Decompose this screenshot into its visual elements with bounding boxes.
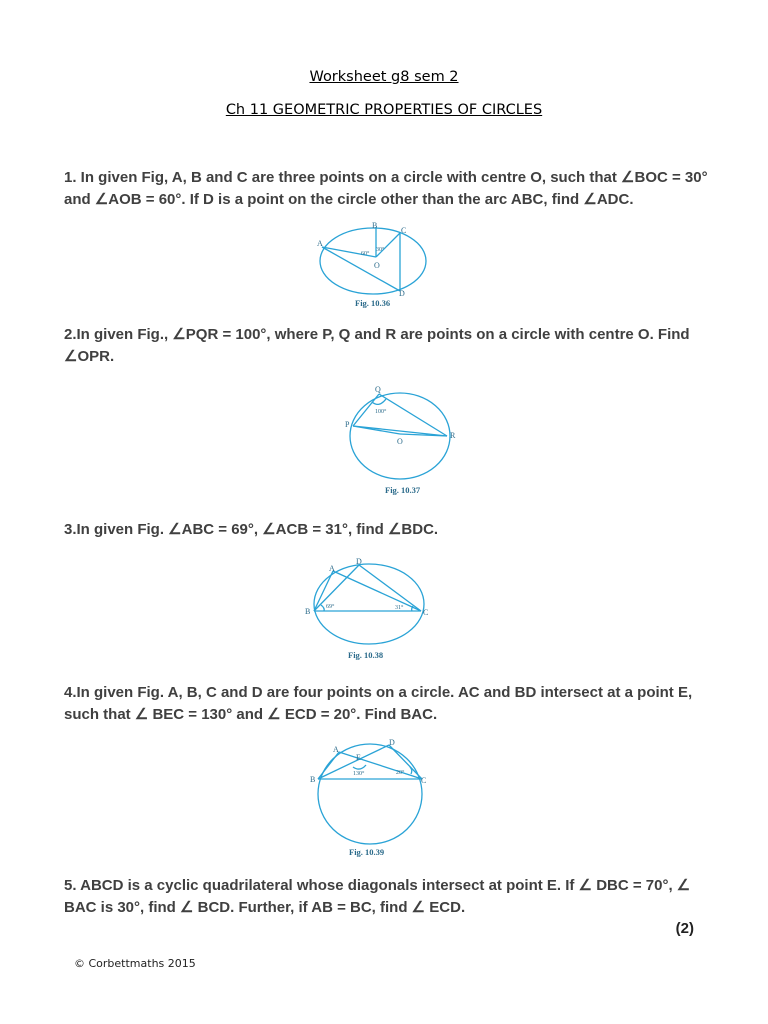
figure-10-37 [343, 384, 463, 496]
chapter-title: Ch 11 GEOMETRIC PROPERTIES OF CIRCLES [225, 102, 543, 118]
figure-10-39 [309, 737, 433, 861]
label-q: Q [375, 385, 381, 394]
figure-caption: Fig. 10.38 [348, 650, 384, 660]
label-a: A [333, 745, 339, 754]
label-c: C [401, 226, 407, 235]
label-p: P [345, 420, 350, 429]
label-c: C [423, 608, 429, 617]
angle-pqr: 100° [375, 409, 387, 415]
question-1: 1. In given Fig, A, B and C are three points on a circle with centre O, such that ∠BOC = 30° and ∠AOB = 60°. If D is a point on the circle other than the arc ABC, find ∠ADC. [64, 169, 708, 208]
label-o: O [397, 437, 403, 446]
label-d: D [356, 557, 362, 566]
circle [320, 228, 426, 294]
question-3: 3.In given Fig. ∠ABC = 69°, ∠ACB = 31°, find ∠BDC. [64, 521, 439, 538]
label-c: C [421, 776, 427, 785]
label-a: A [329, 564, 335, 573]
label-b: B [372, 221, 378, 230]
question-2: 2.In given Fig., ∠PQR = 100°, where P, Q and R are points on a circle with centre O. Find ∠OPR. [64, 326, 690, 365]
angle-aob: 60° [361, 251, 370, 257]
angle-ecd: 20° [396, 770, 405, 776]
label-e: E [356, 753, 361, 762]
angle-abc: 69° [326, 604, 335, 610]
worksheet-title: Worksheet g8 sem 2 [309, 69, 459, 85]
label-d: D [389, 738, 395, 747]
angle-acb: 31° [395, 605, 404, 611]
figure-10-38 [301, 556, 441, 664]
figure-caption: Fig. 10.39 [349, 847, 385, 857]
angle-bec: 130° [353, 771, 365, 777]
label-r: R [450, 431, 456, 440]
question-4: 4.In given Fig. A, B, C and D are four points on a circle. AC and BD intersect at a point E, such that ∠ BEC = 130° and ∠ ECD = 20°. Find BAC. [64, 684, 693, 723]
label-o: O [374, 261, 380, 270]
label-a: A [317, 239, 323, 248]
label-b: B [310, 775, 316, 784]
figure-caption: Fig. 10.37 [385, 485, 421, 495]
copyright-footer: © Corbettmaths 2015 [74, 957, 196, 970]
figure-10-36 [314, 219, 434, 311]
question-5: 5. ABCD is a cyclic quadrilateral whose diagonals intersect at point E. If ∠ DBC = 70°, ∠ BAC is 30°, find ∠ BCD. Further, if AB = BC, find ∠ ECD. [64, 877, 691, 916]
marks-label: (2) [675, 920, 694, 937]
label-b: B [305, 607, 311, 616]
figure-caption: Fig. 10.36 [355, 298, 391, 308]
label-d: D [399, 289, 405, 298]
angle-boc: 30° [376, 247, 385, 253]
